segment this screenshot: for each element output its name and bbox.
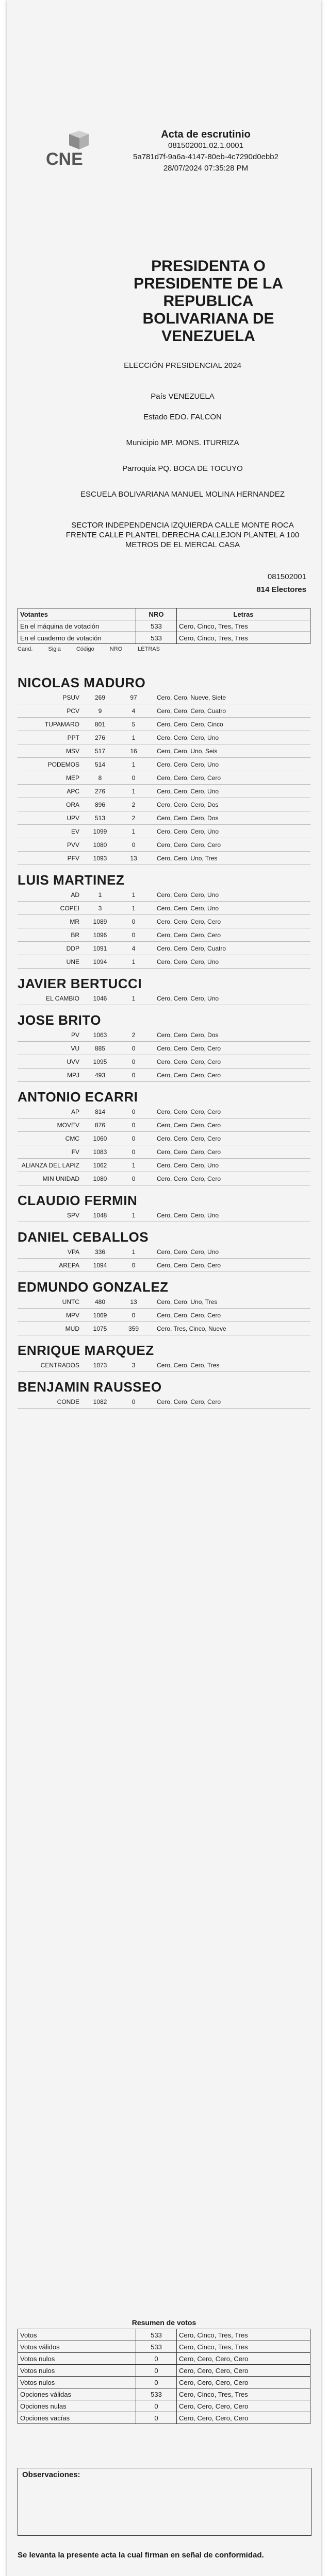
table-row bbox=[18, 620, 310, 632]
party-row bbox=[18, 771, 310, 785]
party-letters: Cero, Cero, Uno, Tres bbox=[157, 854, 218, 862]
observations-label: Observaciones: bbox=[22, 2470, 80, 2479]
party-code: 8 bbox=[98, 774, 102, 782]
party-row bbox=[18, 1322, 310, 1335]
party-letters: Cero, Cero, Cero, Cero bbox=[157, 1311, 221, 1319]
party-row bbox=[18, 1028, 310, 1042]
party-sigla: AREPA bbox=[59, 1261, 79, 1269]
party-votes: 1 bbox=[132, 994, 136, 1002]
party-letters: Cero, Cero, Cero, Cero bbox=[157, 1108, 221, 1115]
party-code: 896 bbox=[94, 801, 106, 808]
cell: Opciones nulas bbox=[18, 2400, 136, 2412]
party-sigla: MPV bbox=[65, 1311, 79, 1319]
election-name: ELECCIÓN PRESIDENCIAL 2024 bbox=[124, 361, 241, 370]
party-votes: 13 bbox=[130, 1298, 137, 1306]
cell: En el máquina de votación bbox=[18, 620, 136, 632]
party-code: 1062 bbox=[93, 1161, 107, 1169]
candidate-columns bbox=[18, 646, 310, 652]
party-code: 1075 bbox=[93, 1325, 107, 1332]
party-letters: Cero, Cero, Cero, Uno bbox=[157, 1161, 219, 1169]
party-row bbox=[18, 1132, 310, 1145]
party-row bbox=[18, 838, 310, 852]
party-sigla: PVV bbox=[67, 841, 79, 849]
party-row bbox=[18, 928, 310, 942]
party-row bbox=[18, 1159, 310, 1172]
party-code: 269 bbox=[94, 693, 106, 701]
cell: Votos nulos bbox=[18, 2365, 136, 2377]
cell: 533 bbox=[136, 2388, 177, 2400]
party-votes: 3 bbox=[132, 1361, 136, 1369]
table-row bbox=[18, 2329, 310, 2341]
party-sigla: VU bbox=[71, 1044, 79, 1052]
party-row bbox=[18, 1118, 310, 1132]
acta-timestamp: 28/07/2024 07:35:28 PM bbox=[163, 164, 249, 173]
party-votes: 5 bbox=[132, 720, 136, 728]
center-code: 081502001 bbox=[267, 572, 306, 581]
party-letters: Cero, Cero, Cero, Cero bbox=[157, 1044, 221, 1052]
party-code: 1080 bbox=[93, 1175, 107, 1182]
party-sigla: PSUV bbox=[62, 693, 79, 701]
candidate-name: NICOLAS MADURO bbox=[18, 675, 146, 690]
party-letters: Cero, Cero, Cero, Uno bbox=[157, 1248, 219, 1256]
party-row bbox=[18, 1309, 310, 1322]
party-letters: Cero, Cero, Cero, Cero bbox=[157, 1175, 221, 1182]
votes-summary bbox=[18, 2318, 310, 2424]
party-letters: Cero, Cero, Cero, Uno bbox=[157, 1211, 219, 1219]
party-row bbox=[18, 704, 310, 718]
party-letters: Cero, Cero, Cero, Uno bbox=[157, 760, 219, 768]
party-letters: Cero, Cero, Cero, Cero bbox=[157, 1071, 221, 1079]
party-sigla: CONDE bbox=[57, 1398, 79, 1405]
party-sigla: TUPAMARO bbox=[44, 720, 79, 728]
party-letters: Cero, Cero, Cero, Uno bbox=[157, 891, 219, 899]
party-row bbox=[18, 691, 310, 704]
party-code: 1082 bbox=[93, 1398, 107, 1405]
party-letters: Cero, Cero, Cero, Cero bbox=[157, 1121, 221, 1129]
party-sigla: MIN UNIDAD bbox=[42, 1175, 79, 1182]
party-letters: Cero, Cero, Cero, Cero bbox=[157, 1398, 221, 1405]
party-row bbox=[18, 1145, 310, 1159]
party-code: 1 bbox=[98, 891, 102, 899]
party-row bbox=[18, 955, 310, 969]
cell: Cero, Cinco, Tres, Tres bbox=[177, 632, 310, 644]
party-row bbox=[18, 1209, 310, 1222]
cell: 533 bbox=[136, 620, 177, 632]
candidate-block bbox=[18, 1089, 310, 1185]
party-code: 276 bbox=[94, 734, 106, 741]
cell: Opciones vacías bbox=[18, 2412, 136, 2424]
party-votes: 4 bbox=[132, 944, 136, 952]
acta-paper bbox=[7, 0, 321, 2576]
col-nro: NRO bbox=[136, 608, 177, 620]
party-votes: 1 bbox=[132, 958, 136, 965]
party-votes: 0 bbox=[132, 1071, 136, 1079]
party-row bbox=[18, 852, 310, 865]
party-votes: 0 bbox=[132, 1175, 136, 1182]
party-code: 1089 bbox=[93, 918, 107, 925]
cne-logo-icon bbox=[43, 129, 100, 191]
party-letters: Cero, Cero, Cero, Cinco bbox=[157, 720, 223, 728]
cell: Votos nulos bbox=[18, 2377, 136, 2388]
party-code: 1048 bbox=[93, 1211, 107, 1219]
party-sigla: MUD bbox=[65, 1325, 79, 1332]
party-letters: Cero, Cero, Uno, Tres bbox=[157, 1298, 218, 1306]
party-sigla: PV bbox=[71, 1031, 79, 1039]
candidate-name: JOSE BRITO bbox=[18, 1012, 102, 1028]
candidate-name: CLAUDIO FERMIN bbox=[18, 1193, 138, 1208]
party-code: 9 bbox=[98, 707, 102, 715]
party-votes: 1 bbox=[132, 1211, 136, 1219]
candidate-name: ENRIQUE MARQUEZ bbox=[18, 1343, 154, 1358]
party-votes: 0 bbox=[132, 918, 136, 925]
party-sigla: EV bbox=[71, 827, 79, 835]
party-letters: Cero, Cero, Cero, Uno bbox=[157, 787, 219, 795]
municipality: Municipio MP. MONS. ITURRIZA bbox=[126, 438, 239, 447]
party-sigla: UNTC bbox=[62, 1298, 79, 1306]
party-code: 517 bbox=[94, 747, 106, 755]
party-row bbox=[18, 825, 310, 838]
party-code: 514 bbox=[94, 760, 106, 768]
party-sigla: SPV bbox=[67, 1211, 79, 1219]
party-row bbox=[18, 915, 310, 928]
party-votes: 0 bbox=[132, 1311, 136, 1319]
party-row bbox=[18, 1295, 310, 1309]
party-letters: Cero, Cero, Cero, Cuatro bbox=[157, 944, 226, 952]
cell: Cero, Cero, Cero, Cero bbox=[177, 2353, 310, 2365]
party-letters: Cero, Cero, Cero, Cero bbox=[157, 1148, 221, 1156]
party-sigla: APC bbox=[67, 787, 79, 795]
party-votes: 0 bbox=[132, 1398, 136, 1405]
candidate-name: BENJAMIN RAUSSEO bbox=[18, 1379, 162, 1395]
party-code: 1073 bbox=[93, 1361, 107, 1369]
party-code: 1093 bbox=[93, 854, 107, 862]
col-voters: Votantes bbox=[18, 608, 136, 620]
cell: Votos válidos bbox=[18, 2341, 136, 2353]
party-row bbox=[18, 1245, 310, 1259]
party-votes: 1 bbox=[132, 891, 136, 899]
party-letters: Cero, Tres, Cinco, Nueve bbox=[157, 1325, 226, 1332]
cell: 0 bbox=[136, 2377, 177, 2388]
cell: Cero, Cinco, Tres, Tres bbox=[177, 2329, 310, 2341]
party-votes: 2 bbox=[132, 814, 136, 822]
party-votes: 1 bbox=[132, 1161, 136, 1169]
party-votes: 16 bbox=[130, 747, 137, 755]
cell: Votos bbox=[18, 2329, 136, 2341]
party-code: 876 bbox=[94, 1121, 106, 1129]
table-row bbox=[18, 2388, 310, 2400]
party-votes: 13 bbox=[130, 854, 137, 862]
party-row bbox=[18, 1259, 310, 1272]
party-letters: Cero, Cero, Cero, Cero bbox=[157, 1134, 221, 1142]
candidate-block bbox=[18, 1279, 310, 1335]
party-votes: 2 bbox=[132, 1031, 136, 1039]
cell: Cero, Cinco, Tres, Tres bbox=[177, 2388, 310, 2400]
candidate-name: EDMUNDO GONZALEZ bbox=[18, 1279, 169, 1295]
party-sigla: PODEMOS bbox=[47, 760, 79, 768]
party-letters: Cero, Cero, Cero, Tres bbox=[157, 1361, 220, 1369]
cell: Cero, Cero, Cero, Cero bbox=[177, 2377, 310, 2388]
party-row bbox=[18, 1172, 310, 1185]
party-sigla: VPA bbox=[67, 1248, 79, 1256]
table-row bbox=[18, 2365, 310, 2377]
candidate-name: DANIEL CEBALLOS bbox=[18, 1229, 149, 1245]
electors-count: 814 Electores bbox=[256, 585, 306, 594]
party-votes: 0 bbox=[132, 1044, 136, 1052]
acta-code: 081502001.02.1.0001 bbox=[168, 141, 243, 150]
party-letters: Cero, Cero, Cero, Uno bbox=[157, 734, 219, 741]
party-sigla: ALIANZA DEL LAPIZ bbox=[21, 1161, 79, 1169]
cell: 533 bbox=[136, 2329, 177, 2341]
party-row bbox=[18, 744, 310, 758]
conformity-text: Se levanta la presente acta la cual firman en señal de conformidad. bbox=[18, 2551, 264, 2560]
party-row bbox=[18, 785, 310, 798]
party-votes: 0 bbox=[132, 1148, 136, 1156]
party-code: 1069 bbox=[93, 1311, 107, 1319]
party-sigla: BR bbox=[71, 931, 79, 939]
candidate-block bbox=[18, 1193, 310, 1222]
party-sigla: MPJ bbox=[67, 1071, 79, 1079]
cell: En el cuaderno de votación bbox=[18, 632, 136, 644]
party-letters: Cero, Cero, Cero, Cuatro bbox=[157, 707, 226, 715]
cell: 0 bbox=[136, 2353, 177, 2365]
cell: Cero, Cero, Cero, Cero bbox=[177, 2400, 310, 2412]
party-votes: 1 bbox=[132, 827, 136, 835]
table-row bbox=[18, 2377, 310, 2388]
party-letters: Cero, Cero, Cero, Cero bbox=[157, 1058, 221, 1065]
party-votes: 2 bbox=[132, 801, 136, 808]
party-row bbox=[18, 1055, 310, 1069]
candidate-name: JAVIER BERTUCCI bbox=[18, 976, 142, 991]
party-row bbox=[18, 902, 310, 915]
table-row bbox=[18, 2412, 310, 2424]
table-row bbox=[18, 2400, 310, 2412]
party-code: 801 bbox=[94, 720, 106, 728]
party-letters: Cero, Cero, Cero, Dos bbox=[157, 801, 219, 808]
party-votes: 359 bbox=[128, 1325, 139, 1332]
party-code: 1099 bbox=[93, 827, 107, 835]
party-row bbox=[18, 811, 310, 825]
party-row bbox=[18, 942, 310, 955]
cell: Cero, Cinco, Tres, Tres bbox=[177, 620, 310, 632]
party-letters: Cero, Cero, Cero, Uno bbox=[157, 827, 219, 835]
party-sigla: EL CAMBIO bbox=[46, 994, 79, 1002]
party-letters: Cero, Cero, Cero, Uno bbox=[157, 904, 219, 912]
party-votes: 0 bbox=[132, 1121, 136, 1129]
party-sigla: PPT bbox=[67, 734, 79, 741]
party-sigla: ORA bbox=[65, 801, 79, 808]
cell: 0 bbox=[136, 2365, 177, 2377]
cell: Votos nulos bbox=[18, 2353, 136, 2365]
col-cand: Cand. bbox=[18, 646, 33, 652]
col-nro2: NRO bbox=[109, 646, 123, 652]
cell: 533 bbox=[136, 632, 177, 644]
party-code: 480 bbox=[94, 1298, 106, 1306]
party-row bbox=[18, 1069, 310, 1082]
party-votes: 1 bbox=[132, 734, 136, 741]
party-row bbox=[18, 888, 310, 902]
party-sigla: MR bbox=[70, 918, 79, 925]
cell: 0 bbox=[136, 2412, 177, 2424]
party-code: 1046 bbox=[93, 994, 107, 1002]
party-row bbox=[18, 758, 310, 771]
parish: Parroquia PQ. BOCA DE TOCUYO bbox=[122, 464, 243, 473]
party-code: 1096 bbox=[93, 931, 107, 939]
acta-title: Acta de escrutinio bbox=[161, 129, 251, 140]
party-row bbox=[18, 992, 310, 1005]
party-sigla: COPEI bbox=[60, 904, 79, 912]
party-code: 1063 bbox=[93, 1031, 107, 1039]
party-letters: Cero, Cero, Cero, Dos bbox=[157, 814, 219, 822]
party-code: 1080 bbox=[93, 841, 107, 849]
party-row bbox=[18, 1395, 310, 1409]
party-letters: Cero, Cero, Cero, Cero bbox=[157, 1261, 221, 1269]
candidate-block bbox=[18, 1012, 310, 1082]
candidates-list bbox=[18, 675, 310, 1416]
cell: Cero, Cero, Cero, Cero bbox=[177, 2365, 310, 2377]
party-code: 1094 bbox=[93, 958, 107, 965]
party-votes: 4 bbox=[132, 707, 136, 715]
candidate-block bbox=[18, 1229, 310, 1272]
cell: Cero, Cinco, Tres, Tres bbox=[177, 2341, 310, 2353]
party-code: 336 bbox=[94, 1248, 106, 1256]
candidate-block bbox=[18, 1343, 310, 1372]
party-row bbox=[18, 1359, 310, 1372]
party-sigla: UVV bbox=[67, 1058, 79, 1065]
party-sigla: PFV bbox=[67, 854, 79, 862]
cell: Cero, Cero, Cero, Cero bbox=[177, 2412, 310, 2424]
party-sigla: CMC bbox=[65, 1134, 79, 1142]
candidate-name: LUIS MARTINEZ bbox=[18, 872, 125, 888]
voters-summary bbox=[18, 608, 310, 652]
party-letters: Cero, Cero, Cero, Dos bbox=[157, 1031, 219, 1039]
party-row bbox=[18, 1105, 310, 1118]
party-letters: Cero, Cero, Uno, Seis bbox=[157, 747, 218, 755]
party-sigla: UPV bbox=[67, 814, 79, 822]
party-sigla: MOVEV bbox=[57, 1121, 79, 1129]
party-sigla: MEP bbox=[65, 774, 79, 782]
party-sigla: DDP bbox=[66, 944, 79, 952]
party-sigla: CENTRADOS bbox=[40, 1361, 79, 1369]
party-sigla: AP bbox=[71, 1108, 79, 1115]
party-row bbox=[18, 731, 310, 744]
table-row bbox=[18, 632, 310, 644]
col-sigla: Sigla bbox=[48, 646, 61, 652]
party-letters: Cero, Cero, Cero, Cero bbox=[157, 774, 221, 782]
observations-box bbox=[18, 2468, 311, 2536]
party-letters: Cero, Cero, Cero, Cero bbox=[157, 841, 221, 849]
party-code: 1094 bbox=[93, 1261, 107, 1269]
party-row bbox=[18, 718, 310, 731]
state: Estado EDO. FALCON bbox=[143, 413, 222, 421]
party-sigla: MSV bbox=[65, 747, 79, 755]
candidate-name: ANTONIO ECARRI bbox=[18, 1089, 138, 1105]
party-row bbox=[18, 798, 310, 811]
party-votes: 0 bbox=[132, 774, 136, 782]
party-code: 1091 bbox=[93, 944, 107, 952]
party-votes: 97 bbox=[130, 693, 137, 701]
col-letras: Letras bbox=[177, 608, 310, 620]
party-votes: 0 bbox=[132, 841, 136, 849]
candidate-block bbox=[18, 1379, 310, 1409]
party-code: 814 bbox=[94, 1108, 106, 1115]
party-code: 276 bbox=[94, 787, 106, 795]
party-votes: 1 bbox=[132, 760, 136, 768]
party-sigla: FV bbox=[71, 1148, 79, 1156]
candidate-block bbox=[18, 872, 310, 969]
school: ESCUELA BOLIVARIANA MANUEL MOLINA HERNANDEZ bbox=[80, 490, 285, 499]
candidate-block bbox=[18, 675, 310, 865]
party-sigla: PCV bbox=[67, 707, 79, 715]
svg-text:CNE: CNE bbox=[46, 149, 83, 169]
country: País VENEZUELA bbox=[151, 392, 215, 401]
party-letters: Cero, Cero, Cero, Cero bbox=[157, 918, 221, 925]
cell: Opciones válidas bbox=[18, 2388, 136, 2400]
party-code: 1095 bbox=[93, 1058, 107, 1065]
table-row bbox=[18, 2341, 310, 2353]
party-code: 3 bbox=[98, 904, 102, 912]
party-code: 1083 bbox=[93, 1148, 107, 1156]
acta-uuid: 5a781d7f-9a6a-4147-80eb-4c7290d0ebb2 bbox=[133, 152, 278, 161]
votes-summary-title: Resumen de votos bbox=[132, 2318, 196, 2327]
party-votes: 1 bbox=[132, 787, 136, 795]
party-code: 885 bbox=[94, 1044, 106, 1052]
sector: SECTOR INDEPENDENCIA IZQUIERDA CALLE MONTE ROCA FRENTE CALLE PLANTEL DERECHA CALLEJON PLANTEL A 100 METROS DE EL MERCAL CASA bbox=[65, 521, 300, 549]
party-votes: 0 bbox=[132, 931, 136, 939]
col-codigo: Código bbox=[76, 646, 94, 652]
party-votes: 0 bbox=[132, 1108, 136, 1115]
party-letters: Cero, Cero, Cero, Cero bbox=[157, 931, 221, 939]
party-letters: Cero, Cero, Cero, Uno bbox=[157, 994, 219, 1002]
party-letters: Cero, Cero, Cero, Uno bbox=[157, 958, 219, 965]
party-votes: 1 bbox=[132, 904, 136, 912]
acta-header bbox=[110, 129, 301, 174]
party-code: 493 bbox=[94, 1071, 106, 1079]
party-votes: 0 bbox=[132, 1261, 136, 1269]
party-votes: 1 bbox=[132, 1248, 136, 1256]
cell: 533 bbox=[136, 2341, 177, 2353]
party-sigla: AD bbox=[71, 891, 79, 899]
party-letters: Cero, Cero, Nueve, Siete bbox=[157, 693, 226, 701]
candidate-block bbox=[18, 976, 310, 1005]
table-row bbox=[18, 2353, 310, 2365]
party-sigla: UNE bbox=[66, 958, 79, 965]
main-title: PRESIDENTA O PRESIDENTE DE LA REPUBLICA BOLIVARIANA DE VENEZUELA bbox=[133, 258, 284, 345]
party-row bbox=[18, 1042, 310, 1055]
party-votes: 0 bbox=[132, 1134, 136, 1142]
party-code: 513 bbox=[94, 814, 106, 822]
party-votes: 0 bbox=[132, 1058, 136, 1065]
party-code: 1060 bbox=[93, 1134, 107, 1142]
col-letras2: LETRAS bbox=[138, 646, 160, 652]
cell: 0 bbox=[136, 2400, 177, 2412]
